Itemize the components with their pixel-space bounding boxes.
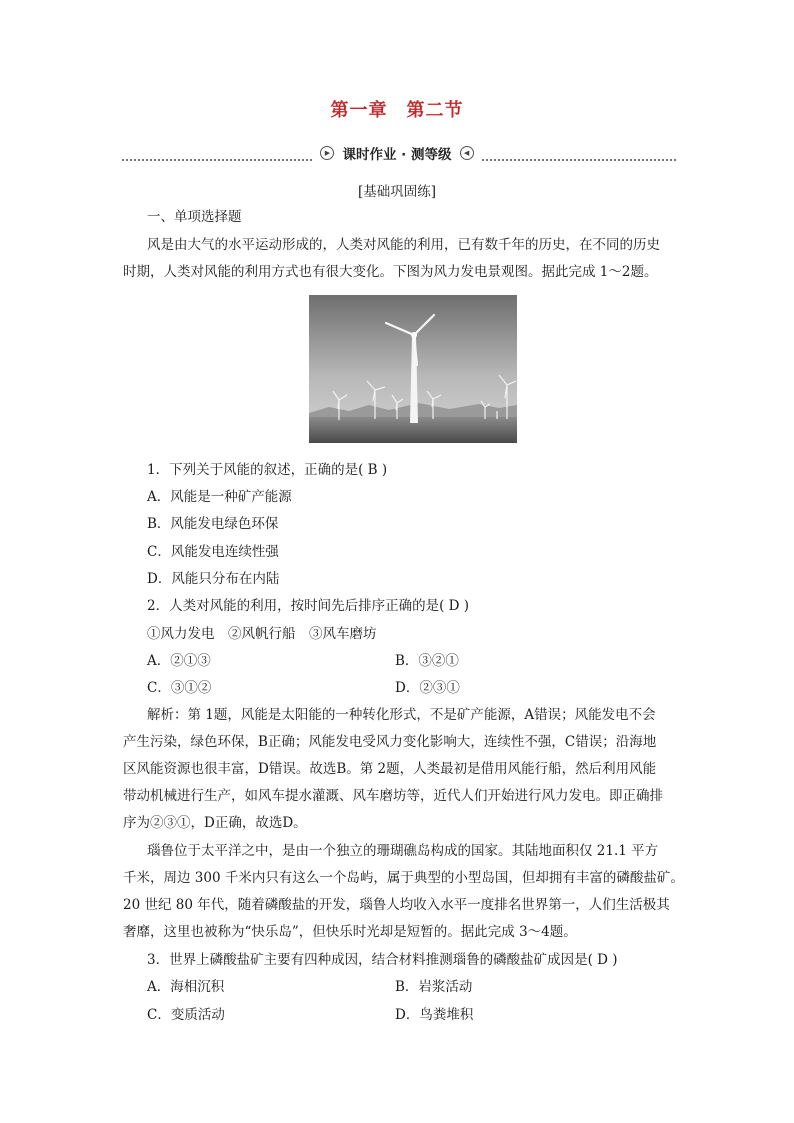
q2-stem: 2．人类对风能的利用，按时间先后排序正确的是( D ) xyxy=(147,598,470,614)
part-heading: 一、单项选择题 xyxy=(147,209,242,225)
passage2-line: 奢靡，这里也被称为“快乐岛”，但快乐时光却是短暂的。据此完成 3～4题。 xyxy=(123,924,577,940)
q2-option-c: C．③①② xyxy=(147,680,212,696)
passage2-line: 20 世纪 80 年代，随着磷酸盐的开发，瑙鲁人均收入水平一度排名世界第一，人们生活极其 xyxy=(123,897,670,913)
analysis-line: 区风能资源也很丰富，D错误。故选B。第 2题，人类最初是借用风能行船，然后利用风能 xyxy=(123,761,657,777)
q1-option-d: D．风能只分布在内陆 xyxy=(147,571,280,587)
q1-option-b: B．风能发电绿色环保 xyxy=(147,516,279,532)
q2-option-a: A．②①③ xyxy=(147,653,211,669)
passage2-line: 千米，周边 300 千米内只有这么一个岛屿，属于典型的小型岛国，但却拥有丰富的磷酸盐矿。 xyxy=(123,870,684,886)
q3-option-d: D．鸟粪堆积 xyxy=(395,1007,474,1023)
q3-option-a: A．海相沉积 xyxy=(147,979,225,995)
q1-option-a: A．风能是一种矿产能源 xyxy=(147,489,292,505)
banner-label: 课时作业 · 测等级 xyxy=(342,147,452,163)
passage1-line: 时期，人类对风能的利用方式也有很大变化。下图为风力发电景观图。据此完成 1～2题。 xyxy=(123,264,658,280)
analysis-line: 产生污染，绿色环保，B正确；风能发电受风力变化影响大，连续性不强，C错误；沿海地 xyxy=(123,734,657,750)
q1-stem: 1．下列关于风能的叙述，正确的是( B ) xyxy=(147,462,388,478)
q3-option-c: C．变质活动 xyxy=(147,1007,225,1023)
q1-option-c: C．风能发电连续性强 xyxy=(147,544,279,560)
banner xyxy=(0,139,794,162)
back-arrow-icon: ◀ xyxy=(460,146,474,160)
wind-farm-image xyxy=(309,295,517,443)
analysis-line: 带动机械进行生产，如风车提水灌溉、风车磨坊等，近代人们开始进行风力发电。即正确排 xyxy=(123,788,663,804)
wind-turbine-photo xyxy=(309,295,517,443)
q2-option-b: B．③②① xyxy=(395,653,459,669)
q3-stem: 3．世界上磷酸盐矿主要有四种成因，结合材料推测瑙鲁的磷酸盐矿成因是( D ) xyxy=(147,952,618,968)
section-label: [基础巩固练] xyxy=(357,184,437,200)
analysis-line: 解析：第 1题，风能是太阳能的一种转化形式，不是矿产能源，A错误；风能发电不会 xyxy=(147,707,656,723)
chapter-title: 第一章 第二节 xyxy=(330,100,464,121)
passage1-line: 风是由大气的水平运动形成的，人类对风能的利用，已有数千年的历史，在不同的历史 xyxy=(147,237,660,253)
play-arrow-icon: ▶ xyxy=(320,146,334,160)
q2-option-d: D．②③① xyxy=(395,680,460,696)
q2-items: ①风力发电 ②风帆行船 ③风车磨坊 xyxy=(147,626,377,642)
q3-option-b: B．岩浆活动 xyxy=(395,979,473,995)
passage2-line: 瑙鲁位于太平洋之中，是由一个独立的珊瑚礁岛构成的国家。其陆地面积仅 21.1 平方 xyxy=(147,843,659,859)
banner-box xyxy=(314,143,479,163)
analysis-line: 序为②③①，D正确，故选D。 xyxy=(123,815,307,831)
